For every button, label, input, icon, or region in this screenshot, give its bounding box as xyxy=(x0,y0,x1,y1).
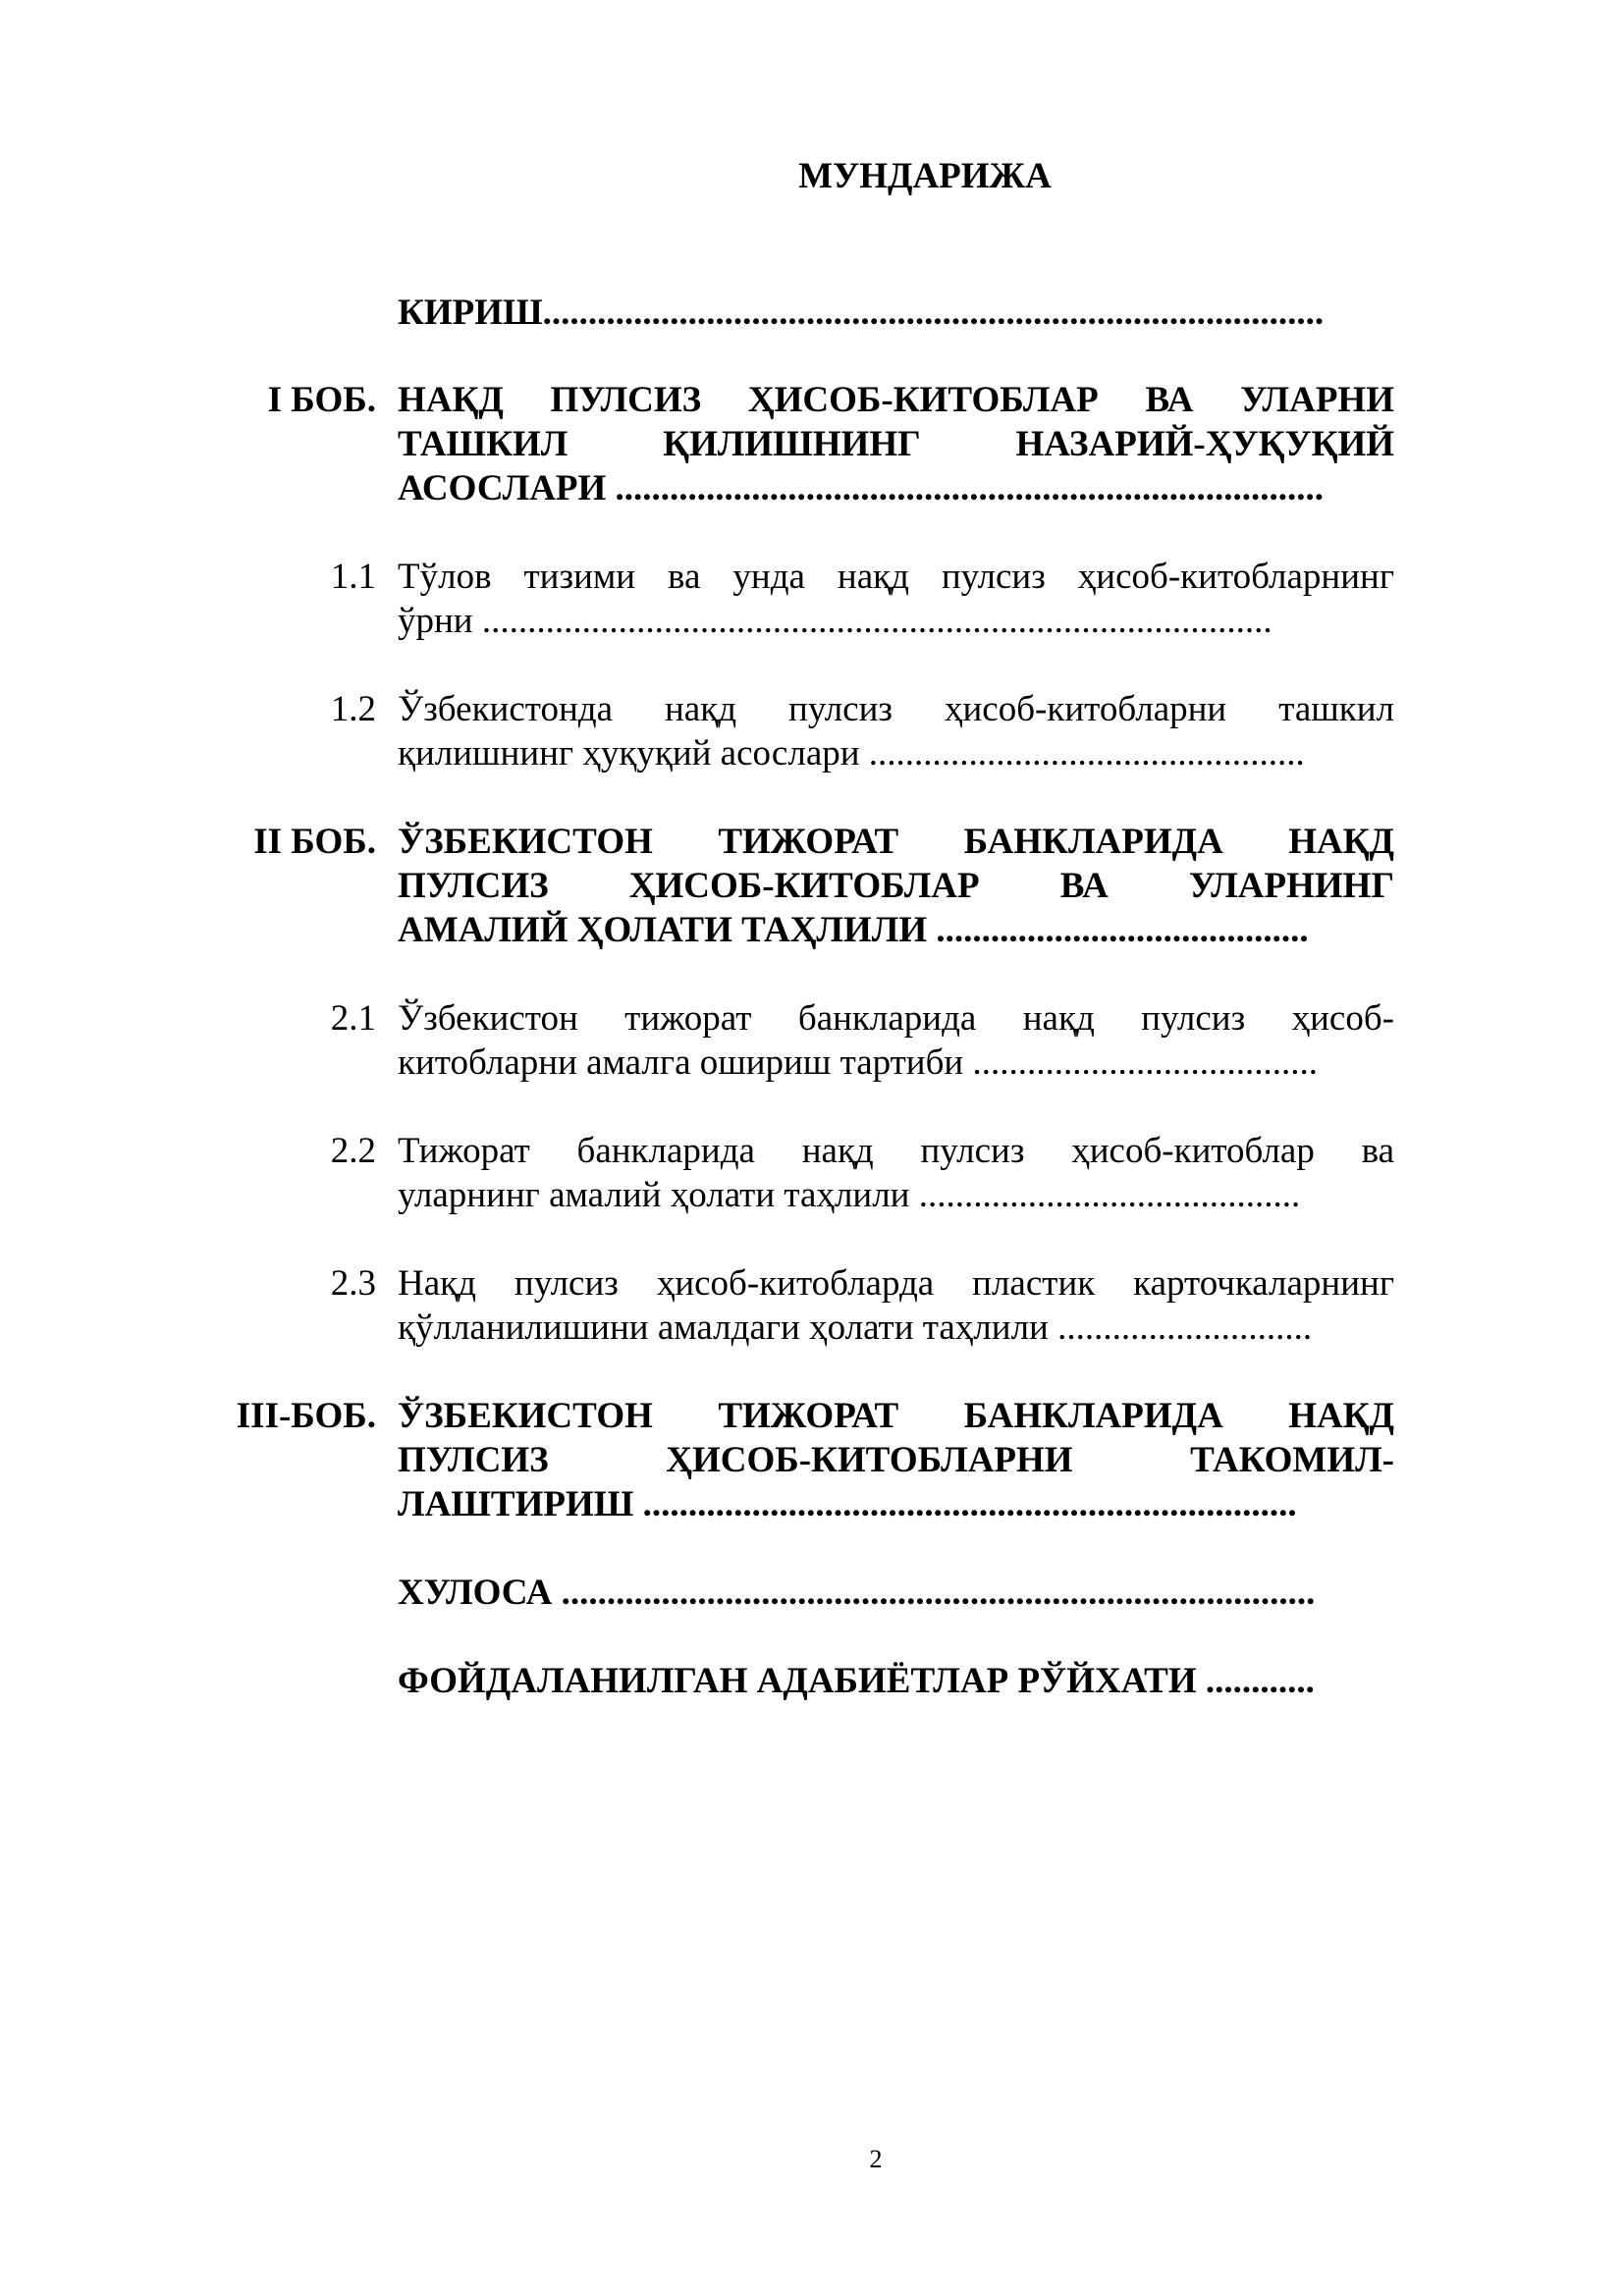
toc-entry-title xyxy=(398,1261,1394,1350)
toc-entry-line: ЛАШТИРИШ ........................................................................ xyxy=(398,1484,1297,1524)
toc-entry-line: ХУЛОСА ................................................................................... xyxy=(398,1573,1316,1613)
toc-entry-title xyxy=(398,378,1394,510)
toc-entry-number: I БОБ. xyxy=(267,380,376,420)
toc-entry-number: 2.2 xyxy=(330,1131,376,1171)
toc-entry-section-1-2 xyxy=(221,687,1394,775)
toc-entry-line: Ўзбекистонда нақд пулсиз ҳисоб-китобларни ташкил xyxy=(398,689,1394,729)
toc-entry-references xyxy=(221,1659,1394,1703)
toc-entry-title xyxy=(398,996,1394,1085)
toc-entry-line: ПУЛСИЗ ҲИСОБ-КИТОБЛАР ВА УЛАРНИНГ xyxy=(398,866,1394,906)
toc-entry-line: уларнинг амалий ҳолати таҳлили .......................................... xyxy=(398,1175,1301,1215)
toc-entry-line: китобларни амалга ошириш тартиби ...................................... xyxy=(398,1042,1318,1083)
toc-entry-title xyxy=(398,820,1394,952)
toc-entry-title xyxy=(398,1394,1394,1526)
toc-entry-line: Ўзбекистон тижорат банкларида нақд пулсиз ҳисоб- xyxy=(398,998,1394,1039)
toc-entry-number: III-БОБ. xyxy=(236,1396,376,1436)
toc-entry-chapter-2 xyxy=(221,820,1394,952)
toc-entry-number: 2.3 xyxy=(330,1263,376,1304)
page-number: 2 xyxy=(869,2145,883,2173)
toc-entry-number: II БОБ. xyxy=(253,822,376,862)
toc-entry-line: ЎЗБЕКИСТОН ТИЖОРАТ БАНКЛАРИДА НАҚД xyxy=(398,822,1394,862)
toc-entry-section-2-1 xyxy=(221,996,1394,1085)
toc-entry-number xyxy=(221,1659,398,1703)
toc-entry-chapter-1 xyxy=(221,378,1394,510)
toc-entry-number xyxy=(221,291,398,335)
toc-entry-line: АМАЛИЙ ҲОЛАТИ ТАҲЛИЛИ ......................................... xyxy=(398,910,1309,950)
toc-entry-title xyxy=(398,687,1394,775)
toc-entry-title xyxy=(398,1659,1394,1703)
toc-entry-section-1-1 xyxy=(221,555,1394,643)
toc-entry-section-2-3 xyxy=(221,1261,1394,1350)
toc-entry-line: қўлланилишини амалдаги ҳолати таҳлили ............................ xyxy=(398,1308,1313,1348)
toc-entry-line: НАҚД ПУЛСИЗ ҲИСОБ-КИТОБЛАР ВА УЛАРНИ xyxy=(398,380,1394,420)
toc-entry-title xyxy=(398,1571,1394,1615)
page-title: МУНДАРИЖА xyxy=(798,156,1052,196)
toc-entry-line: ЎЗБЕКИСТОН ТИЖОРАТ БАНКЛАРИДА НАҚД xyxy=(398,1396,1394,1436)
toc-entry-number: 1.1 xyxy=(330,557,376,597)
toc-entry-line: Тўлов тизими ва унда нақд пулсиз ҳисоб-китобларнинг xyxy=(398,557,1394,597)
toc-entry-line: КИРИШ...................................................................................... xyxy=(398,293,1325,333)
toc-entry-line: ПУЛСИЗ ҲИСОБ-КИТОБЛАРНИ ТАКОМИЛ- xyxy=(398,1440,1394,1480)
toc-entry-number: 2.1 xyxy=(330,998,376,1039)
toc-entry-number: 1.2 xyxy=(330,689,376,729)
toc-entry-line: АСОСЛАРИ .............................................................................. xyxy=(398,468,1325,508)
toc-entry-introduction xyxy=(221,291,1394,335)
toc-entry-line: ТАШКИЛ ҚИЛИШНИНГ НАЗАРИЙ-ҲУҚУҚИЙ xyxy=(398,424,1394,464)
toc-entry-line: Нақд пулсиз ҳисоб-китобларда пластик карточкаларнинг xyxy=(398,1263,1394,1304)
toc-entry-line: ФОЙДАЛАНИЛГАН АДАБИЁТЛАР РЎЙХАТИ ............ xyxy=(398,1661,1315,1701)
toc-entry-number xyxy=(221,1571,398,1615)
toc-entry-title xyxy=(398,555,1394,643)
toc-entry-section-2-2 xyxy=(221,1129,1394,1217)
toc-entry-line: ўрни ....................................................................................... xyxy=(398,601,1272,641)
toc-entry-title xyxy=(398,1129,1394,1217)
toc-entry-title xyxy=(398,291,1394,335)
toc-entry-line: қилишнинг ҳуқуқий асослари ................................................ xyxy=(398,733,1305,774)
toc-entry-chapter-3 xyxy=(221,1394,1394,1526)
toc-entry-line: Тижорат банкларида нақд пулсиз ҳисоб-китоблар ва xyxy=(398,1131,1394,1171)
toc-entry-conclusion xyxy=(221,1571,1394,1615)
